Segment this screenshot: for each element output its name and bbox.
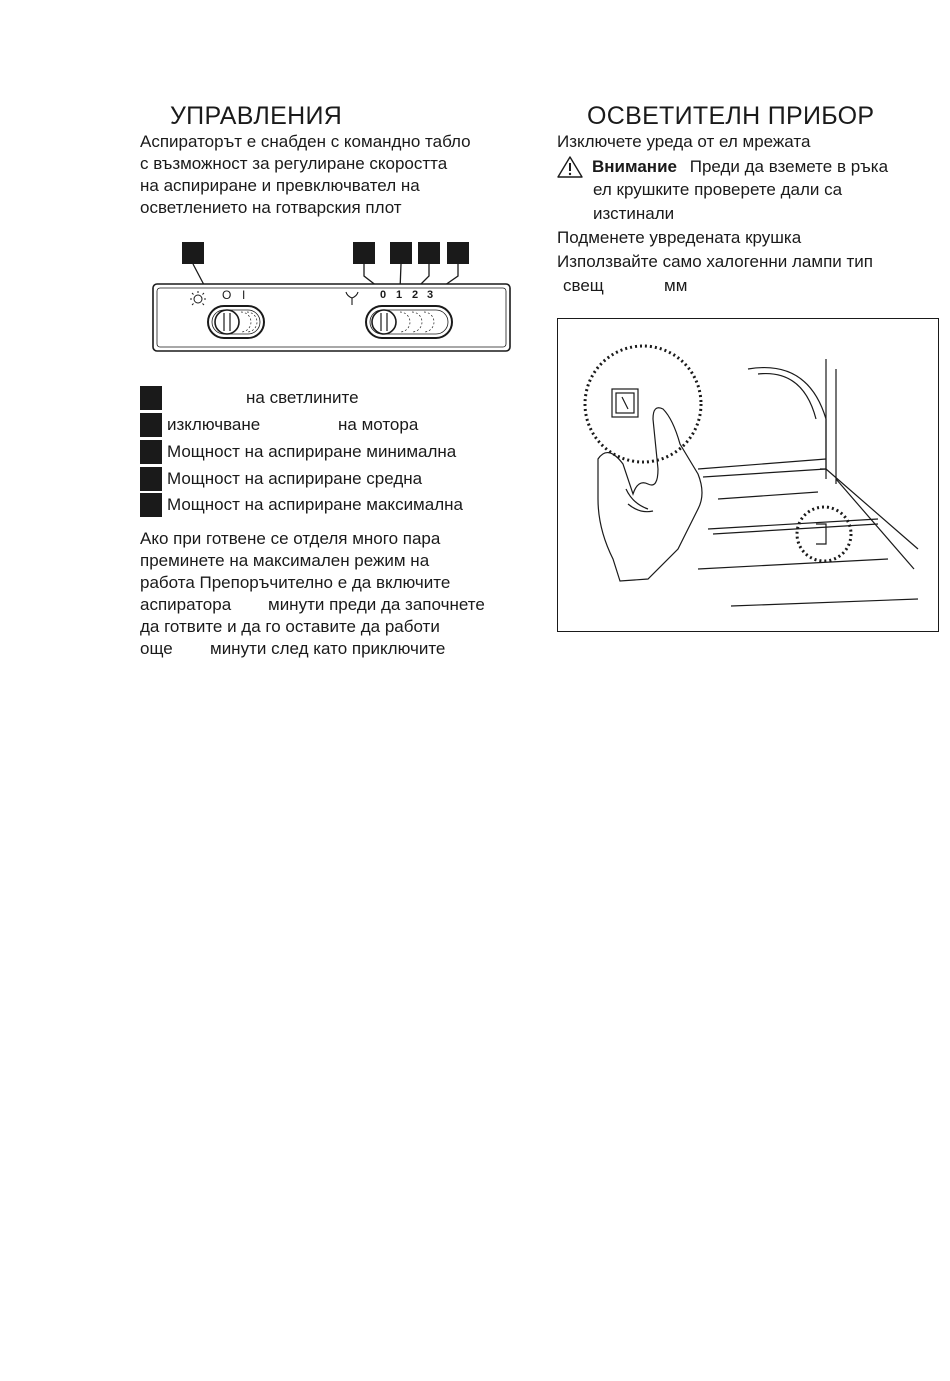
warning-line-1 [592, 156, 888, 178]
advice-text-a: аспиратора [140, 595, 232, 614]
usage-advice [140, 528, 530, 660]
control-panel-diagram [150, 240, 514, 356]
lamp-replacement-drawing [558, 319, 938, 631]
legend-marker [140, 440, 162, 464]
callout-marker-3 [390, 242, 412, 264]
warning-label: Внимание [592, 157, 677, 176]
advice-line [140, 638, 530, 660]
controls-heading: УПРАВЛЕНИЯ [170, 102, 343, 130]
legend-marker [140, 467, 162, 491]
advice-text-a: още [140, 639, 173, 658]
intro-line: с възможност за регулиране скоростта [140, 154, 448, 173]
panel-body [153, 284, 510, 351]
intro-line: на аспириране и превключвател на [140, 176, 420, 195]
advice-line: работа Препоръчително е да включите [140, 573, 451, 592]
control-panel-drawing [150, 240, 514, 356]
zoom-circle-lamp [585, 346, 701, 462]
advice-text-b: минути преди да започнете [268, 595, 485, 614]
light-switch[interactable] [208, 306, 264, 338]
legend-marker [140, 386, 162, 410]
legend-text-b: на светлините [246, 388, 359, 407]
light-off-label: O [222, 288, 232, 302]
zoom-circle-socket [797, 507, 851, 561]
callout-marker-4 [418, 242, 440, 264]
warning-text: Преди да вземете в ръка [689, 157, 889, 176]
intro-line: Аспираторът е снабден с командно табло [140, 132, 471, 151]
speed-label-0: 0 [380, 289, 387, 301]
legend-text-a: Мощност на аспириране минимална [167, 442, 457, 461]
warning-line-3: изстинали [593, 204, 675, 223]
legend-text-a: Мощност на аспириране средна [167, 469, 423, 488]
legend-text-b: на мотора [338, 415, 419, 434]
callout-marker-5 [447, 242, 469, 264]
lamp-replacement-figure [557, 318, 939, 632]
legend-marker [140, 493, 162, 517]
advice-line [140, 594, 530, 616]
spec-unit: мм [664, 276, 688, 295]
legend-marker [140, 413, 162, 437]
speed-label-1: 1 [396, 289, 403, 301]
warning-icon [556, 155, 584, 179]
callout-marker-1 [182, 242, 204, 264]
legend-text-a: Мощност на аспириране максимална [167, 495, 463, 514]
advice-line: Ако при готвене се отделя много пара [140, 529, 441, 548]
spec-type: свещ [563, 276, 604, 295]
warning-line-2: ел крушките проверете дали са [593, 180, 843, 199]
callout-marker-2 [353, 242, 375, 264]
legend-text-a: изключване [167, 415, 261, 434]
intro-line: осветлението на готварския плот [140, 198, 402, 217]
speed-label-2: 2 [412, 289, 419, 301]
halogen-line: Използвайте само халогенни лампи тип [557, 252, 873, 271]
advice-line: да готвите и да го оставите да работи [140, 617, 440, 636]
advice-line: преминете на максимален режим на [140, 551, 430, 570]
speed-label-3: 3 [427, 289, 434, 301]
replace-line: Подменете увредената крушка [557, 228, 802, 247]
fan-speed-switch[interactable] [366, 306, 452, 338]
light-on-label: I [242, 288, 246, 302]
advice-text-b: минути след като приключите [210, 639, 446, 658]
lighting-heading: ОСВЕТИТЕЛН ПРИБОР [587, 102, 875, 130]
controls-intro [140, 131, 471, 219]
disconnect-line: Изключете уреда от ел мрежата [557, 132, 811, 151]
